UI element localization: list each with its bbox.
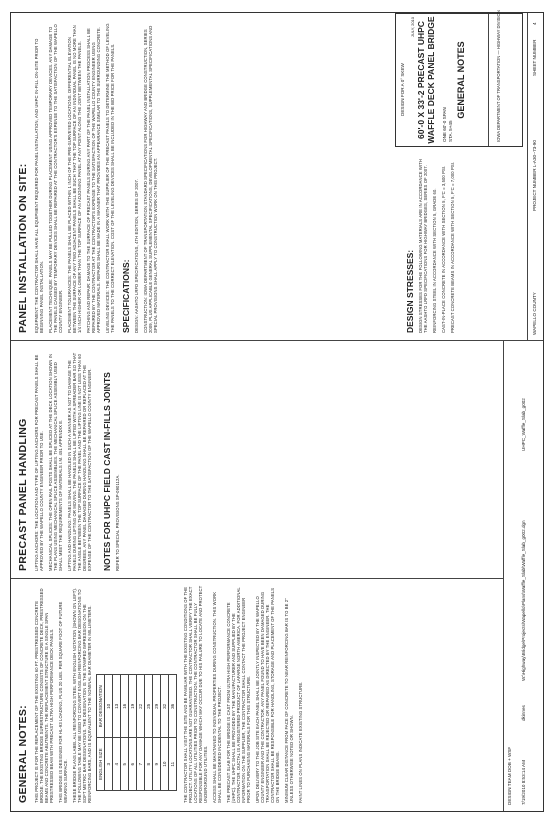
note-paragraph: THIS PROJECT IS FOR THE REPLACEMENT OF THE EXISTING 60 FT. PRESTRESSED CONCRETE BRIDGE. THE EXISTING BRIDGE SUPERSTRUCTURE CONSISTS OF CONCRETE DECK, PRESTRESSED BEAMS AND CONCRETE ABUTMENTS. THE REPLACEMENT STRUCTURE IS A SINGLE SPAN PRESTRESSED BEAM WITH PRECAST ULTRA HIGH PERFORMANCE DECK PANELS. bbox=[34, 588, 54, 803]
note-paragraph: LIFTING ANCHORS: THE LOCATION AND TYPE OF LIFTING ANCHORS FOR PRECAST PANELS SHALL BE APPROVED BY THE WAPELLO COUNTY ENGINEER PRIOR TO USE. bbox=[34, 354, 44, 571]
table-cell: 10 bbox=[161, 738, 169, 791]
table-cell: 36 bbox=[169, 675, 177, 738]
agency-label: IOWA DEPARTMENT OF TRANSPORTATION — HIGHWAY DIVISION bbox=[496, 10, 501, 142]
note-paragraph: PRECAST CONCRETE BEAMS IN ACCORDANCE WITH SECTION 5, F'C = 7,000 PSI. bbox=[450, 161, 455, 333]
table-row bbox=[137, 675, 145, 791]
table-cell: 5 bbox=[121, 738, 129, 791]
note-paragraph: LEVELING DEVICES: THE CONTRACTOR SHALL WORK WITH THE SUPPLIER OF THE PRECAST PANELS TO DETERMINE THE METHOD OF LEVELING THE PANELS TO THE CORRECT ELEVATION. COST OF THE LEVELING DEVICES SHALL BE INCLUDED IN THE BID PRICE FOR THE PANELS. bbox=[105, 23, 115, 333]
table-cell: 25 bbox=[145, 675, 153, 738]
panel-installation-title: PANEL INSTALLATION ON SITE: bbox=[17, 163, 29, 333]
panel-handling-title: PRECAST PANEL HANDLING bbox=[17, 418, 29, 571]
joints-title: NOTES FOR UHPC FIELD CAST IN-FILLS JOINTS bbox=[102, 372, 112, 571]
note-paragraph: THE CONTRACTOR SHALL VISIT THE SITE AND BE FAMILIAR WITH THE EXISTING CONDITIONS OF THE PROJECT. UTILITY LOCATIONS ARE NOT GUARANTEED. THE CONTRACTOR SHALL VERIFY THE EXACT LOCATIONS OF ALL UTILITIES PRIOR TO CONSTRUCTION. THE CONTRACTOR SHALL BE FULLY RESPONSIBLE FOR ANY DAMAGE WHICH MAY OCCUR DUE TO HIS FAILURE TO LOCATE AND PROTECT UNDERGROUND UTILITIES. bbox=[183, 585, 208, 803]
bar-table-body bbox=[105, 675, 177, 791]
note-paragraph: PLACEMENT TOLERANCES: THE PANELS SHALL BE PLACED WITHIN 1 INCH OF THE PRE-SURVEYED LOCATIONS. DIFFERENTIAL ELEVATION BETWEEN THE SURFACE OF ANY TWO ADJACENT PANELS SHALL BE SUCH THAT THE TOP SURFACE OF AN INDIVIDUAL PANEL IS NO MORE THAN 1/4 INCH HIGHER OR LOWER THAN THE TOP SURFACE OF AN ADJOINING PANEL AT ANY POINT ALONG THE JOINT BETWEEN THE PANELS. bbox=[67, 25, 82, 333]
table-cell: 19 bbox=[129, 675, 137, 738]
table-row bbox=[129, 675, 137, 791]
title-block-divider bbox=[488, 14, 489, 146]
file-path: W:\Highway\Bridge\Projects\Wapello\Plans\Waffle_Slab\Waffle_Slab_g002.dgn bbox=[521, 520, 526, 681]
note-paragraph: REFER TO SPECIAL PROVISIONS SP-090112A. bbox=[115, 474, 120, 571]
table-row bbox=[113, 675, 121, 791]
table-cell: 22 bbox=[137, 675, 145, 738]
specifications-title: SPECIFICATIONS: bbox=[121, 259, 131, 333]
bottom-strip-line bbox=[503, 341, 504, 811]
table-cell: 10 bbox=[105, 675, 113, 738]
note-paragraph: DESIGN: AASHTO LRFD SPECIFICATIONS, 4TH EDITION, SERIES OF 2007. bbox=[134, 178, 139, 333]
note-paragraph: UPON DELIVERY TO THE JOB SITE EACH PANEL SHALL BE JOINTLY INSPECTED BY THE WAPELLO COUNTY ENGINEER AND THE CONTRACTOR. ANY PANEL FOUND TO HAVE BEEN DAMAGED DURING TRANSPORTATION SHALL BE REJECTED OR REPAIRED AS DIRECTED BY THE ENGINEER. THE CONTRACTOR SHALL BE RESPONSIBLE FOR HANDLING, STORAGE AND PLACEMENT OF THE PANELS ON THE BRIDGE BEAMS. bbox=[255, 587, 280, 803]
table-header: BAR DESIGNATION bbox=[97, 675, 105, 738]
table-cell: 4 bbox=[113, 738, 121, 791]
column-divider-1 bbox=[11, 578, 503, 579]
main-title: 60'-0 X 33'-2 PRECAST UHPC WAFFLE DECK PANEL BRIDGE bbox=[416, 16, 436, 144]
sheet-frame bbox=[10, 12, 544, 812]
date-label: JULY, 2010 bbox=[410, 17, 415, 38]
file-name: UHPC_Waffle_Slab_g002 bbox=[521, 398, 526, 451]
sheet-number-label: SHEET NUMBER bbox=[532, 39, 537, 76]
panel-handling-column bbox=[17, 349, 124, 571]
station-label: STA. 5+45 bbox=[448, 120, 453, 142]
table-cell: 6 bbox=[129, 738, 137, 791]
table-header-row bbox=[97, 675, 105, 791]
design-stresses-block bbox=[399, 153, 459, 333]
table-row bbox=[121, 675, 129, 791]
project-number: PROJECT NUMBER L-A30--73-90 bbox=[532, 140, 537, 211]
note-paragraph: MINIMUM CLEAR DISTANCE FROM FACE OF CONCRETE TO NEAR REINFORCING BAR IS TO BE 2" UNLESS OTHERWISE NOTED OR SHOWN. bbox=[284, 598, 294, 803]
table-row bbox=[153, 675, 161, 791]
table-cell: 11 bbox=[169, 738, 177, 791]
general-notes-title: GENERAL NOTES: bbox=[17, 705, 29, 803]
design-team-label: DESIGN TEAM DOB + WSF bbox=[507, 746, 512, 805]
note-paragraph: LIFTING AND HANDLING: PANELS SHALL BE HANDLED IN SUCH A MANNER AS NOT TO DAMAGE THE PANELS DURING LIFTING OR MOVING. THE PANELS SHALL BE LIFTED WITH A SPREADER BAR SO THAT THE ANGLE BETWEEN THE TOP SURFACE OF THE PANEL AND THE LIFTING LINE IS NOT LESS THAN 60 DEGREES. ANY PANEL DAMAGED DURING HANDLING SHALL BE REPAIRED OR REPLACED AT THE EXPENSE OF THE CONTRACTOR TO THE SATISFACTION OF THE WAPELLO COUNTY ENGINEER. bbox=[67, 352, 92, 571]
table-row bbox=[161, 675, 169, 791]
column-divider-2 bbox=[11, 340, 543, 341]
design-stresses-title: DESIGN STRESSES: bbox=[405, 249, 415, 333]
span-note: ONE 60'-0 SPAN bbox=[442, 107, 447, 142]
table-cell: 32 bbox=[161, 675, 169, 738]
county-label: WAPELLO COUNTY bbox=[532, 292, 537, 335]
table-row bbox=[145, 675, 153, 791]
note-paragraph: REINFORCING STEEL IN ACCORDANCE WITH SECTION 5, GRADE 60. bbox=[432, 188, 437, 333]
project-strip-line bbox=[527, 13, 528, 341]
table-cell: 3 bbox=[105, 738, 113, 791]
table-row bbox=[169, 675, 177, 791]
note-paragraph: CAST-IN-PLACE CONCRETE IN ACCORDANCE WITH SECTION 5, F'C = 3,500 PSI. bbox=[441, 165, 446, 333]
note-paragraph: CONSTRUCTION: IOWA DEPARTMENT OF TRANSPORTATION STANDARD SPECIFICATIONS FOR HIGHWAY AND BRIDGE CONSTRUCTION, SERIES 2009, PLUS APPLICABLE GENERAL SUPPLEMENTAL SPECIFICATIONS, DEVELOPMENTAL SPECIFICATIONS, SUPPLEMENTAL SPECIFICATIONS AND SPECIAL PROVISIONS SHALL APPLY TO CONSTRUCTION WORK ON THIS PROJECT. bbox=[143, 25, 158, 333]
note-paragraph: MECHANICAL SPLICES: THE OPEN RAIL POSTS SHALL BE SPLICED AT THE DECK LOCATION SHOWN IN THE PLANS USING MECHANICAL SPLICE ASSEMBLIES. THE MECHANICAL SPLICE ASSEMBLY USED SHALL MEET THE REQUIREMENTS OF MATERIALS I.M. 451 APPENDIX E. bbox=[48, 353, 63, 571]
sheet-number: 4 bbox=[532, 22, 537, 25]
plot-user: dkinnes bbox=[521, 705, 526, 721]
note-paragraph: PATCHING AND REPAIR: DAMAGE TO THE SURFACE OF PRECAST PANELS DURING ANY PART OF THE PANEL INSTALLATION PROCESS SHALL BE REPAIRED BY THE CONTRACTOR AT THE CONTRACTOR'S EXPENSE TO THE SATISFACTION OF THE WAPELLO COUNTY ENGINEER USING APPROVED MATERIALS. REPAIRS SHALL BE MADE IN A MANNER THAT PROVIDES AN APPEARANCE SIMILAR TO THE SURROUNDING CONCRETE. bbox=[86, 26, 101, 333]
table-row bbox=[105, 675, 113, 791]
note-paragraph: PLACEMENT TECHNIQUE: PANELS MAY BE PULLED TOGETHER DURING PLACEMENT USING APPROVED TEMPORARY DEVICES. ANY DAMAGE TO THE PANELS CAUSED BY TEMPORARY DEVICES SHALL BE REPAIRED AT THE CONTRACTOR'S EXPENSE TO THE SATISFACTION OF THE WAPELLO COUNTY ENGINEER. bbox=[48, 24, 63, 333]
bar-size-table bbox=[96, 674, 177, 791]
plot-date: 7/19/2010 8:53:14 AM bbox=[521, 760, 526, 805]
table-header: ENGLISH SIZE bbox=[97, 738, 105, 791]
note-paragraph: THIS BRIDGE IS DESIGNED FOR HL-93 LOADING, PLUS 20 LBS. PER SQUARE FOOT OF FUTURE WEARING SURFACE. bbox=[58, 601, 68, 803]
table-cell: 8 bbox=[145, 738, 153, 791]
note-paragraph: EQUIPMENT: THE CONTRACTOR SHALL HAVE ALL EQUIPMENT REQUIRED FOR PANEL INSTALLATION, AND UHPC IN-FILL ON-SITE PRIOR TO BEGINNING PANEL INSTALLATION. bbox=[34, 38, 44, 333]
design-for-label: DESIGN FOR A 0° SKEW bbox=[400, 63, 405, 116]
table-cell: 16 bbox=[121, 675, 129, 738]
note-paragraph: DESIGN STRESSES FOR THE FOLLOWING MATERIALS ARE IN ACCORDANCE WITH THE AASHTO LRFD SPECIFICATIONS FOR HIGHWAY BRIDGES, SERIES OF 2007. bbox=[418, 159, 428, 333]
panel-installation-column bbox=[17, 19, 162, 333]
note-paragraph: THE PRECAST SLAB FOR THE BRIDGE IS CAST FROM ULTRA HIGH PERFORMANCE CONCRETE (UHPC). THE UHPC SHALL BE PROVIDED BY THE MANUFACTURER AND SUPPLIED BY THE CONTRACTOR. DUCTAL IS A REGISTERED PRODUCT OF LAFARGE NORTH AMERICA. FOR ADDITIONAL INFORMATION ON THE SUPPLIER, THE CONTRACTOR SHALL CONTACT THE PROJECT ENGINEER PRIOR TO PURCHASING MATERIALS FOR THIS STRUCTURE. bbox=[226, 587, 251, 803]
sheet-subtitle: GENERAL NOTES bbox=[456, 41, 466, 119]
note-paragraph: ACCESS SHALL BE MAINTAINED TO INDIVIDUAL PROPERTIES DURING CONSTRUCTION. THIS WORK SHALL BE CONSIDERED INCIDENTAL TO THE PROJECT. bbox=[212, 591, 222, 803]
general-notes-column bbox=[17, 585, 307, 803]
table-cell: 7 bbox=[137, 738, 145, 791]
note-paragraph: FAINT LINES ON PLANS INDICATE EXISTING STRUCTURE. bbox=[298, 681, 303, 803]
table-cell: 29 bbox=[153, 675, 161, 738]
note-paragraph: THESE BRIDGE PLANS LABEL ALL REINFORCING STEEL WITH ENGLISH NOTATION (SHOWN ON LEFT). THE FOLLOWING TABLE MAY BE USED TO CONVERT ENGLISH REINFORCING BAR DESIGNATIONS TO SOFT METRIC BAR DESIGNATIONS. THE DESIGNATION IS THE STAMPED IMPRESSION ON THE REINFORCING BARS, AND IS EQUIVALENT TO THE NOMINAL BAR DIAMETER IN MILLIMETERS. bbox=[72, 587, 92, 803]
title-block bbox=[395, 10, 523, 147]
table-cell: 13 bbox=[113, 675, 121, 738]
table-cell: 9 bbox=[153, 738, 161, 791]
